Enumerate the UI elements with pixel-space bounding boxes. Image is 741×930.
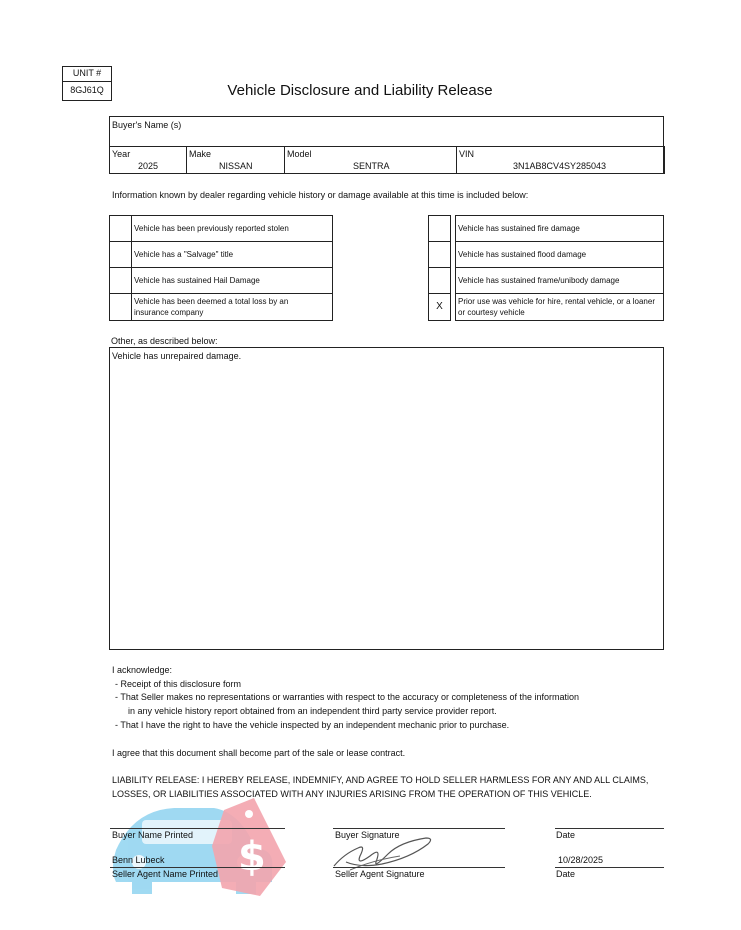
model-cell [284,146,457,174]
checklist-item-text: Vehicle has sustained Hail Damage [134,276,260,285]
checklist-item [131,293,333,321]
seller-date-label: Date [556,869,576,879]
info-intro: Information known by dealer regarding vehicle history or damage available at this time is included below: [112,190,529,200]
acknowledge-item: in any vehicle history report obtained from an independent third party service provider report. [128,706,497,716]
liability-release-line: LOSSES, OR LIABILITIES ASSOCIATED WITH ANY INJURIES ARISING FROM THE OPERATION OF THIS VEHICLE. [112,789,592,799]
page-title: Vehicle Disclosure and Liability Release [227,82,493,99]
checkbox[interactable] [109,241,132,268]
year-label: Year [112,149,131,159]
checklist-item-text: Vehicle has sustained fire damage [458,224,580,233]
seller-date-value: 10/28/2025 [558,855,604,865]
checkbox[interactable] [109,267,132,294]
unit-label: UNIT # [72,68,102,78]
other-description-box[interactable] [109,347,664,650]
buyer-names-label: Buyer's Name (s) [112,120,182,130]
checkbox-mark: X [436,301,443,312]
seller-date-line [555,867,664,868]
agree-statement: I agree that this document shall become part of the sale or lease contract. [112,748,406,758]
checkbox[interactable] [428,241,451,268]
checklist-item [455,215,664,242]
seller-name-label: Seller Agent Name Printed [112,869,219,879]
checklist-item-text: Vehicle has a "Salvage" title [134,250,234,259]
checklist-item [455,267,664,294]
vehicle-row [109,146,664,174]
checklist-item-text: Vehicle has sustained frame/unibody damage [458,276,620,285]
seller-name-line [110,867,285,868]
acknowledge-item: - Receipt of this disclosure form [115,679,242,689]
checklist-item [131,267,333,294]
checkbox[interactable] [428,293,451,321]
vin-cell [456,146,665,174]
checkbox[interactable] [428,267,451,294]
unit-value-box [62,81,112,101]
liability-release-line: LIABILITY RELEASE: I HEREBY RELEASE, INDEMNIFY, AND AGREE TO HOLD SELLER HARMLESS FOR ANY AND ALL CLAIMS, [112,775,649,785]
vin-label: VIN [459,149,475,159]
checklist-left [109,215,333,321]
checklist-item-text: Vehicle has sustained flood damage [458,250,587,259]
dealer-watermark-logo [104,790,294,905]
vin-value: 3N1AB8CV4SY285043 [513,161,607,171]
checklist-item [455,293,664,321]
checklist-item [455,241,664,268]
svg-text:$: $ [238,834,266,880]
acknowledge-item: - That I have the right to have the vehicle inspected by an independent mechanic prior to purchase. [115,720,510,730]
buyer-signature-line [333,828,505,829]
checkbox[interactable] [428,215,451,242]
price-tag-icon [212,798,286,896]
seller-name-value: Benn Lubeck [112,855,165,865]
checklist-item [131,215,333,242]
seller-signature-label: Seller Agent Signature [335,869,425,879]
buyer-date-label: Date [556,830,576,840]
buyer-signature-label: Buyer Signature [335,830,400,840]
buyer-name-label: Buyer Name Printed [112,830,194,840]
model-label: Model [287,149,312,159]
buyer-names-box [109,116,664,147]
checkbox[interactable] [109,215,132,242]
make-value: NISSAN [219,161,253,171]
seller-signature-line [333,867,505,868]
make-cell [186,146,285,174]
other-description-text: Vehicle has unrepaired damage. [112,351,242,361]
model-value: SENTRA [353,161,390,171]
acknowledge-heading: I acknowledge: [112,665,173,675]
checkbox[interactable] [109,293,132,321]
checklist-item [131,241,333,268]
buyer-name-line [110,828,285,829]
acknowledge-item: - That Seller makes no representations or warranties with respect to the accuracy or completeness of the information [115,692,580,702]
make-label: Make [189,149,212,159]
checklist-item-text: Vehicle has been previously reported stolen [134,224,289,233]
unit-value: 8GJ61Q [70,85,104,95]
checklist-item-text: Vehicle has been deemed a total loss by an insurance company [134,297,289,317]
other-label: Other, as described below: [111,336,218,346]
checklist-item-text: Prior use was vehicle for hire, rental vehicle, or a loaner or courtesy vehicle [458,297,655,317]
year-value: 2025 [138,161,159,171]
checklist-right [428,215,664,321]
unit-label-box [62,66,112,82]
buyer-date-line [555,828,664,829]
year-cell [109,146,187,174]
